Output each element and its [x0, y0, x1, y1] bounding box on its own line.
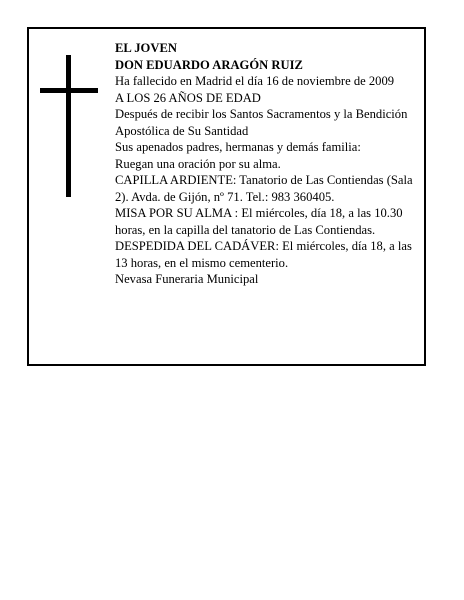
sacraments-line: Después de recibir los Santos Sacramentos y la Bendición Apostólica de Su Santidad: [115, 107, 408, 138]
family-line: Sus apenados padres, hermanas y demás familia:: [115, 140, 361, 154]
death-announcement: Ha fallecido en Madrid el día 16 de noviembre de 2009: [115, 74, 395, 88]
cross-vertical-bar: [66, 55, 71, 197]
mass-info: MISA POR SU ALMA : El miércoles, día 18, a las 10.30 horas, en la capilla del tanatorio de Las Contiendas.: [115, 206, 403, 237]
prayer-line: Ruegan una oración por su alma.: [115, 156, 281, 171]
chapel-info: CAPILLA ARDIENTE: Tanatorio de Las Contiendas (Sala 2). Avda. de Gijón, nº 71. Tel.: 983 360405.: [115, 173, 413, 204]
age-line: A LOS 26 AÑOS DE EDAD: [115, 90, 261, 105]
heading-el-joven: EL JOVEN: [115, 41, 177, 55]
heading-deceased-name: DON EDUARDO ARAGÓN RUIZ: [115, 57, 303, 72]
obituary-notice: [27, 27, 426, 366]
farewell-info: DESPEDIDA DEL CADÁVER: El miércoles, día 18, a las 13 horas, en el mismo cementerio.: [115, 239, 412, 270]
cross-horizontal-bar: [40, 88, 98, 93]
cross-icon: [40, 55, 98, 197]
obituary-text: [115, 40, 423, 288]
funeral-home-name: Nevasa Funeraria Municipal: [115, 272, 259, 286]
